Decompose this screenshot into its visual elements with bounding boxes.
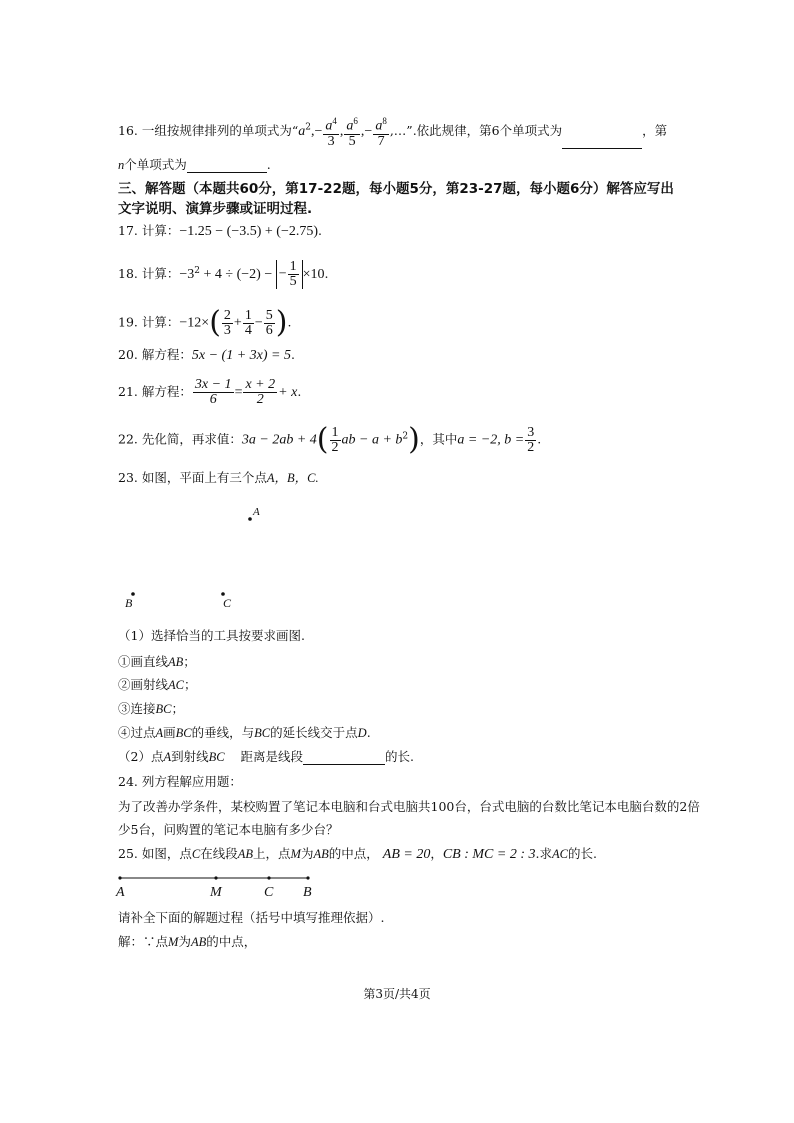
fraction: $\frac{a^4}{3}$ bbox=[325, 116, 337, 149]
page-footer: 第3页/共4页 bbox=[363, 987, 431, 1001]
question-20: 20. 解方程：5x − (1 + 3x) = 5. bbox=[118, 347, 295, 363]
label-C: C bbox=[223, 596, 232, 610]
question-23: 23. 如图，平面上有三个点A，B，C. bbox=[118, 470, 319, 485]
q25-solution: 解：∵点M为AB的中点， bbox=[118, 934, 257, 949]
q23-part1: （1）选择恰当的工具按要求画图. bbox=[118, 628, 305, 643]
q24-body-2: 少5台，问购置的笔记本电脑有多少台？ bbox=[118, 822, 339, 837]
label-M: M bbox=[210, 885, 222, 900]
q25-instruction: 请补全下面的解题过程（括号中填写推理依据）. bbox=[118, 910, 385, 925]
q23-step3: ③连接BC； bbox=[118, 701, 185, 716]
answer-blank[interactable] bbox=[187, 158, 267, 173]
label-A: A bbox=[116, 885, 125, 900]
question-22: 22. 先化简，再求值：3a − 2ab + 4( $\frac{1}{2}$ ab − $a + b^2$)，其中a = −2, b = $\frac{3}{2}$ . bbox=[118, 422, 542, 457]
absolute-value: − $\frac{1}{5}$ bbox=[276, 260, 303, 289]
question-24: 24. 列方程解应用题： bbox=[118, 774, 242, 789]
question-21: 21. 解方程： $\frac{3x - 1}{6}$ = $\frac{x + 2}{2}$ + x. bbox=[118, 377, 302, 407]
points-figure bbox=[110, 500, 270, 610]
point-C bbox=[267, 876, 270, 879]
fraction: $\frac{a^6}{5}$ bbox=[346, 116, 358, 149]
point-M bbox=[214, 876, 217, 879]
question-16: 16. 一组按规律排列的单项式为“$a^2,-$ $\frac{a^4}{3}$ , $\frac{a^6}{5}$ ,− $\frac{a^8}{7}$ ,…”.依此规律，第6个单项式为 ，第 bbox=[118, 116, 668, 149]
section-heading-cont: 文字说明、演算步骤或证明过程. bbox=[118, 201, 313, 217]
section-heading: 三、解答题（本题共60分，第17-22题，每小题5分，第23-27题，每小题6分）解答应写出 bbox=[118, 181, 674, 197]
question-19: 19. 计算：−12×( $\frac{2}{3}$ + $\frac{1}{4}$ − $\frac{5}{6}$ ). bbox=[118, 305, 292, 340]
point-A bbox=[248, 517, 252, 521]
q23-step4: ④过点A画BC的垂线，与BC的延长线交于点D. bbox=[118, 725, 371, 740]
q23-part2: （2）点A到射线BC 距离是线段 的长. bbox=[118, 749, 414, 764]
answer-blank[interactable] bbox=[562, 134, 642, 149]
question-18: 18. 计算：$-3^2 + 4 \div (-2)$ − − $\frac{1}{5}$ ×10. bbox=[118, 259, 329, 289]
label-B: B bbox=[303, 885, 312, 900]
question-16-cont: n个单项式为 . bbox=[118, 157, 271, 172]
point-A bbox=[118, 876, 121, 879]
question-17: 17. 计算：−1.25 − (−3.5) + (−2.75). bbox=[118, 223, 323, 239]
q23-step2: ②画射线AC； bbox=[118, 677, 197, 692]
label-A: A bbox=[253, 506, 260, 518]
question-number: 16. bbox=[118, 122, 138, 138]
q24-body-1: 为了改善办学条件，某校购置了笔记本电脑和台式电脑共100台，台式电脑的台数比笔记本电脑台数的2倍 bbox=[118, 799, 700, 814]
question-25: 25. 如图，点C在线段AB上，点M为AB的中点， AB = 20，CB : MC = 2 : 3.求AC的长. bbox=[118, 846, 597, 862]
q23-step1: ①画直线AB； bbox=[118, 654, 196, 669]
fraction: $\frac{a^8}{7}$ bbox=[375, 116, 387, 149]
segment-figure bbox=[110, 870, 330, 902]
label-C: C bbox=[264, 885, 274, 900]
answer-blank[interactable] bbox=[303, 750, 385, 765]
label-B: B bbox=[125, 596, 133, 610]
point-B bbox=[306, 876, 309, 879]
